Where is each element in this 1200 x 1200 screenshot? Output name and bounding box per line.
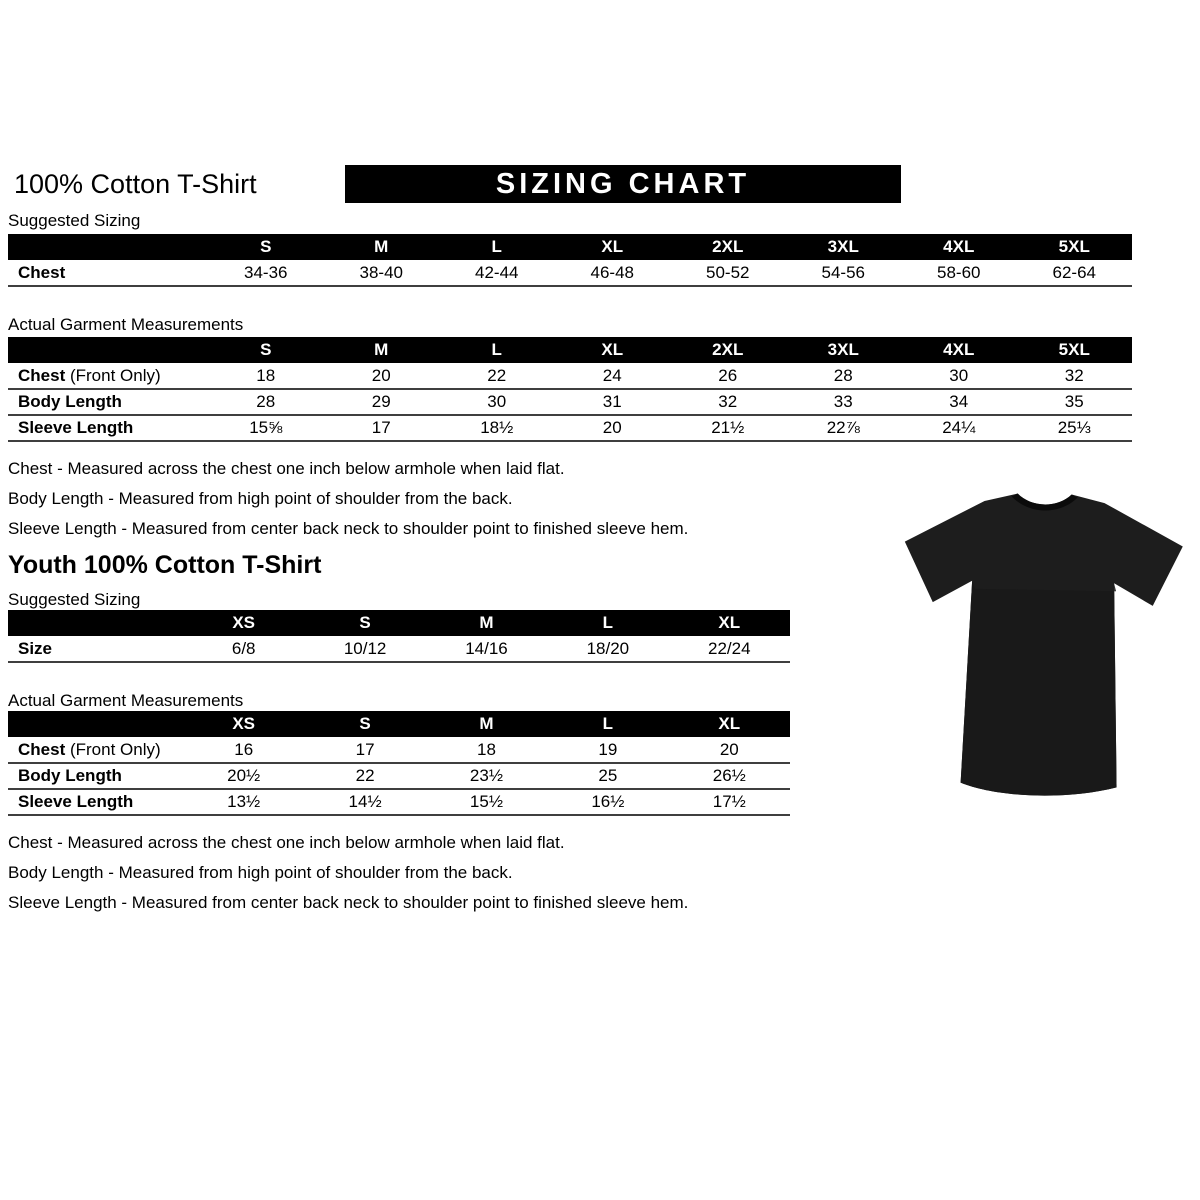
note-chest: Chest - Measured across the chest one inch below armhole when laid flat. [8, 459, 565, 478]
table-row [8, 789, 790, 815]
table-row [8, 363, 1132, 389]
cell: 33 [786, 389, 902, 415]
table-row [8, 415, 1132, 441]
row-label: Body Length [8, 763, 183, 789]
column-header: L [439, 337, 555, 363]
cell: 18 [426, 737, 547, 763]
column-header: 3XL [786, 234, 902, 260]
cell: 23½ [426, 763, 547, 789]
table-header-row [8, 711, 790, 737]
tshirt-product-image [893, 477, 1191, 816]
note-chest: Chest - Measured across the chest one inch below armhole when laid flat. [8, 833, 565, 852]
cell: 24¼ [901, 415, 1017, 441]
cell: 20 [324, 363, 440, 389]
row-label: Sleeve Length [8, 789, 183, 815]
youth-actual-measurements-label: Actual Garment Measurements [8, 691, 244, 710]
column-header: XS [183, 610, 304, 636]
column-header: L [439, 234, 555, 260]
cell: 20 [555, 415, 671, 441]
cell: 18½ [439, 415, 555, 441]
column-header: XL [669, 711, 790, 737]
row-label: Chest (Front Only) [8, 363, 208, 389]
cell: 28 [208, 389, 324, 415]
row-label: Chest [8, 260, 208, 286]
column-header: 5XL [1017, 337, 1133, 363]
column-header: S [208, 234, 324, 260]
youth-suggested-sizing-table [8, 610, 790, 663]
note-sleeve-length: Sleeve Length - Measured from center back neck to shoulder point to finished sleeve hem. [8, 893, 689, 912]
cell: 32 [1017, 363, 1133, 389]
cell: 30 [439, 389, 555, 415]
page-header [8, 165, 1200, 205]
note-body-length: Body Length - Measured from high point of shoulder from the back. [8, 863, 513, 882]
cell: 62-64 [1017, 260, 1133, 286]
table-row [8, 260, 1132, 286]
cell: 22/24 [669, 636, 790, 662]
cell: 26½ [669, 763, 790, 789]
column-header: XL [555, 337, 671, 363]
cell: 17 [304, 737, 425, 763]
cell: 20 [669, 737, 790, 763]
table-header-row [8, 337, 1132, 363]
cell: 50-52 [670, 260, 786, 286]
cell: 30 [901, 363, 1017, 389]
table-header-row [8, 610, 790, 636]
cell: 26 [670, 363, 786, 389]
column-header: L [547, 711, 668, 737]
row-label: Size [8, 636, 183, 662]
youth-suggested-sizing-label: Suggested Sizing [8, 590, 141, 609]
column-header: L [547, 610, 668, 636]
table-row [8, 737, 790, 763]
column-header: 2XL [670, 234, 786, 260]
cell: 34-36 [208, 260, 324, 286]
cell: 14/16 [426, 636, 547, 662]
column-header: S [208, 337, 324, 363]
cell: 24 [555, 363, 671, 389]
cell: 42-44 [439, 260, 555, 286]
cell: 46-48 [555, 260, 671, 286]
cell: 22 [304, 763, 425, 789]
column-header: S [304, 610, 425, 636]
label-column-header [8, 337, 208, 363]
row-label: Body Length [8, 389, 208, 415]
adult-suggested-sizing-table [8, 234, 1132, 287]
column-header: 4XL [901, 337, 1017, 363]
label-column-header [8, 711, 183, 737]
youth-section-title: Youth 100% Cotton T-Shirt [8, 551, 322, 579]
cell: 15½ [426, 789, 547, 815]
cell: 17½ [669, 789, 790, 815]
cell: 34 [901, 389, 1017, 415]
cell: 25⅓ [1017, 415, 1133, 441]
cell: 15⅝ [208, 415, 324, 441]
cell: 6/8 [183, 636, 304, 662]
column-header: XL [669, 610, 790, 636]
cell: 35 [1017, 389, 1133, 415]
cell: 54-56 [786, 260, 902, 286]
cell: 21½ [670, 415, 786, 441]
sizing-chart-banner: SIZING CHART [345, 165, 901, 203]
youth-measurement-notes [8, 828, 1200, 918]
table-row [8, 763, 790, 789]
cell: 19 [547, 737, 668, 763]
cell: 29 [324, 389, 440, 415]
column-header: XS [183, 711, 304, 737]
cell: 10/12 [304, 636, 425, 662]
cell: 18 [208, 363, 324, 389]
adult-suggested-sizing-label: Suggested Sizing [8, 211, 141, 230]
column-header: XL [555, 234, 671, 260]
cell: 25 [547, 763, 668, 789]
cell: 22⅞ [786, 415, 902, 441]
page-title: 100% Cotton T-Shirt [14, 169, 257, 199]
cell: 28 [786, 363, 902, 389]
adult-actual-measurements-label: Actual Garment Measurements [8, 315, 244, 334]
cell: 31 [555, 389, 671, 415]
column-header: S [304, 711, 425, 737]
note-body-length: Body Length - Measured from high point of shoulder from the back. [8, 489, 513, 508]
cell: 13½ [183, 789, 304, 815]
cell: 17 [324, 415, 440, 441]
cell: 32 [670, 389, 786, 415]
youth-actual-measurements-table [8, 711, 790, 816]
table-header-row [8, 234, 1132, 260]
column-header: 3XL [786, 337, 902, 363]
cell: 14½ [304, 789, 425, 815]
table-row [8, 636, 790, 662]
black-tshirt-graphic [893, 477, 1191, 816]
column-header: M [426, 610, 547, 636]
note-sleeve-length: Sleeve Length - Measured from center back neck to shoulder point to finished sleeve hem. [8, 519, 689, 538]
row-label: Chest (Front Only) [8, 737, 183, 763]
cell: 20½ [183, 763, 304, 789]
column-header: 2XL [670, 337, 786, 363]
cell: 38-40 [324, 260, 440, 286]
label-column-header [8, 234, 208, 260]
column-header: M [324, 234, 440, 260]
label-column-header [8, 610, 183, 636]
row-label: Sleeve Length [8, 415, 208, 441]
column-header: M [324, 337, 440, 363]
cell: 16½ [547, 789, 668, 815]
adult-actual-measurements-table [8, 337, 1132, 442]
cell: 16 [183, 737, 304, 763]
cell: 58-60 [901, 260, 1017, 286]
column-header: M [426, 711, 547, 737]
cell: 22 [439, 363, 555, 389]
column-header: 4XL [901, 234, 1017, 260]
column-header: 5XL [1017, 234, 1133, 260]
table-row [8, 389, 1132, 415]
cell: 18/20 [547, 636, 668, 662]
